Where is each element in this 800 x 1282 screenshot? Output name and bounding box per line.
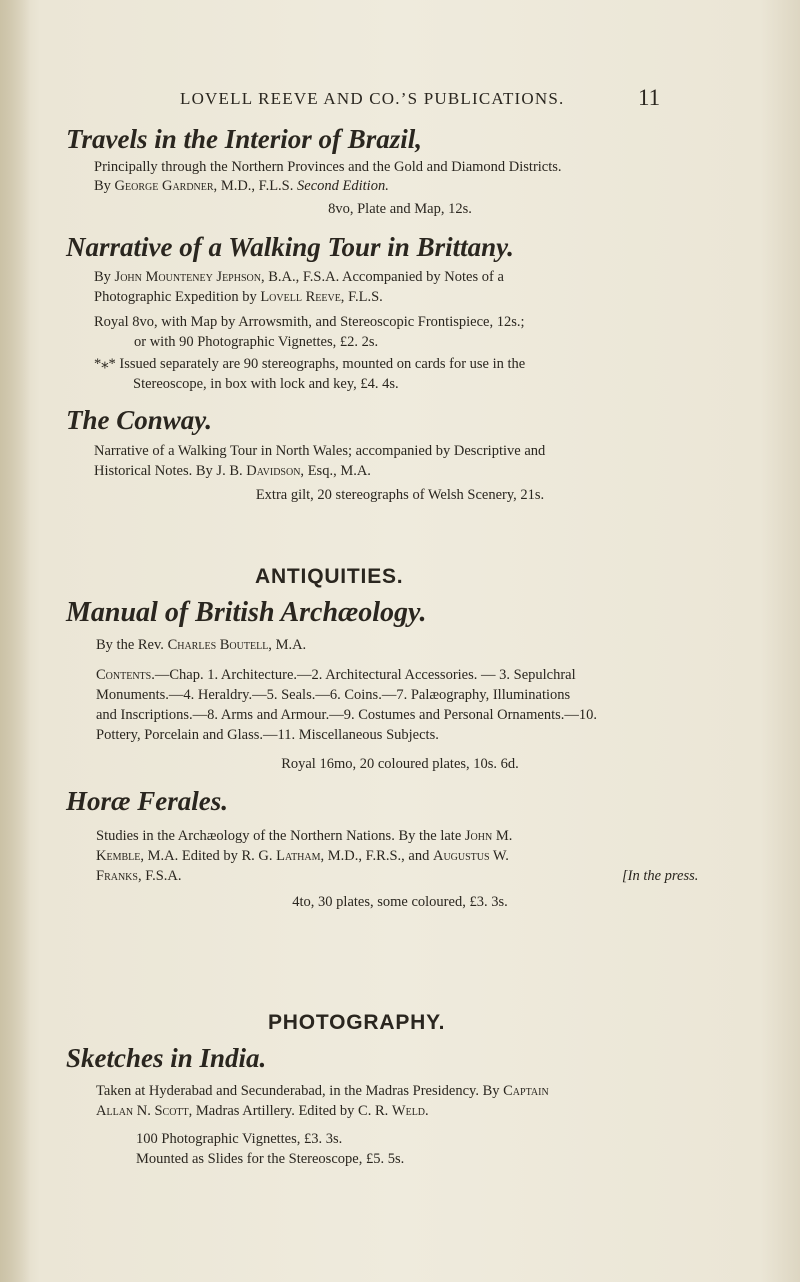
conway-line2 — [94, 463, 371, 480]
brittany-details1: Royal 8vo, with Map by Arrowsmith, and Stereoscopic Frontispiece, 12s.; — [94, 314, 525, 330]
conway-author: Davidson, — [246, 463, 305, 479]
entry-title-sketches-india: Sketches in India. — [66, 1043, 267, 1073]
brazil-details: 8vo, Plate and Map, 12s. — [328, 201, 472, 217]
entry-title-conway: The Conway. — [66, 405, 213, 435]
page-number: 11 — [638, 85, 661, 110]
brittany-author-rest: B.A., F.S.A. Accompanied by Notes of a — [268, 269, 504, 285]
brittany-note-text: Issued separately are 90 stereographs, mounted on cards for use in the — [119, 356, 526, 372]
brittany-author: John Mounteney Jephson, — [114, 269, 265, 285]
horae-coeditor-credentials: F.S.A. — [145, 868, 182, 884]
brittany-photographer-rest: F.L.S. — [348, 289, 383, 305]
running-title: LOVELL REEVE AND CO.’S PUBLICATIONS. — [180, 89, 565, 108]
entry-title-archaeology: Manual of British Archæology. — [66, 597, 427, 628]
running-header — [0, 85, 800, 115]
horae-editor-credentials: M.D., F.R.S., and — [327, 848, 430, 864]
brazil-author: George Gardner, — [114, 178, 218, 194]
brazil-subtitle: Principally through the Northern Provinces and the Gold and Diamond Districts. — [94, 159, 562, 175]
horae-line2 — [96, 848, 509, 865]
brittany-note1 — [94, 356, 525, 373]
brazil-edition: Second Edition. — [297, 178, 389, 194]
archaeology-by: By the Rev. — [96, 637, 164, 653]
brittany-photo-prefix: Photographic Expedition by — [94, 289, 257, 305]
archaeology-details: Royal 16mo, 20 coloured plates, 10s. 6d. — [281, 756, 519, 772]
section-heading-antiquities: ANTIQUITIES. — [255, 565, 404, 588]
archaeology-author: Charles Boutell, — [167, 637, 272, 653]
india-line1 — [96, 1083, 549, 1100]
horae-editor: Latham, — [276, 848, 325, 864]
india-editor: Weld. — [391, 1103, 429, 1119]
horae-edited-by: M.A. Edited by R. G. — [147, 848, 273, 864]
horae-coeditor-surname: Franks, — [96, 868, 142, 884]
horae-author-first: John M. — [464, 828, 513, 844]
horae-line1-text: Studies in the Archæology of the Northern Nations. By the late — [96, 828, 462, 844]
brittany-note2: Stereoscope, in box with lock and key, £4. 4s. — [133, 376, 399, 392]
brittany-details2: or with 90 Photographic Vignettes, £2. 2s. — [134, 334, 379, 350]
note-asterism: *⁎* — [94, 356, 116, 372]
india-line1-text: Taken at Hyderabad and Secunderabad, in the Madras Presidency. By — [96, 1083, 500, 1099]
entry-title-brazil: Travels in the Interior of Brazil, — [66, 124, 423, 154]
conway-details: Extra gilt, 20 stereographs of Welsh Scenery, 21s. — [255, 487, 545, 503]
brittany-by: By — [94, 269, 111, 285]
brazil-by: By — [94, 178, 111, 194]
conway-line1: Narrative of a Walking Tour in North Wales; accompanied by Descriptive and — [94, 443, 546, 459]
horae-coeditor-first: Augustus W. — [432, 848, 509, 864]
conway-notes-prefix: Historical Notes. By J. B. — [94, 463, 243, 479]
india-line2 — [96, 1103, 429, 1120]
india-author-rank: Captain — [503, 1083, 549, 1099]
horae-press-status: [In the press. — [622, 868, 699, 884]
india-author: Allan N. Scott, — [96, 1103, 193, 1119]
contents-label: Contents. — [96, 667, 155, 683]
archaeology-contents2: Monuments.—4. Heraldry.—5. Seals.—6. Coins.—7. Palæography, Illuminations — [96, 687, 571, 703]
archaeology-contents3: and Inscriptions.—8. Arms and Armour.—9. Costumes and Personal Ornaments.—10. — [96, 707, 598, 723]
horae-line3 — [96, 868, 182, 885]
brittany-author-line — [94, 269, 504, 286]
archaeology-contents1 — [96, 667, 576, 684]
entry-title-brittany: Narrative of a Walking Tour in Brittany. — [66, 232, 514, 262]
brazil-author-line — [94, 178, 389, 195]
india-edited-by: Madras Artillery. Edited by C. R. — [195, 1103, 389, 1119]
brazil-credentials: M.D., F.L.S. — [220, 178, 294, 194]
brittany-line2 — [94, 289, 383, 306]
horae-line1 — [96, 828, 512, 845]
entry-title-horae-ferales: Horæ Ferales. — [66, 786, 228, 816]
india-details1: 100 Photographic Vignettes, £3. 3s. — [136, 1131, 343, 1147]
page-gutter-shadow — [0, 0, 30, 1282]
contents-text1: —Chap. 1. Architecture.—2. Architectural Accessories. — 3. Sepulchral — [154, 667, 576, 683]
section-heading-photography: PHOTOGRAPHY. — [268, 1011, 446, 1034]
brittany-photographer: Lovell Reeve, — [260, 289, 345, 305]
archaeology-author-rest: M.A. — [275, 637, 307, 653]
conway-author-rest: Esq., M.A. — [307, 463, 371, 479]
india-details2: Mounted as Slides for the Stereoscope, £5. 5s. — [136, 1151, 405, 1167]
horae-author-surname: Kemble, — [96, 848, 144, 864]
archaeology-contents4: Pottery, Porcelain and Glass.—11. Miscellaneous Subjects. — [96, 727, 439, 743]
horae-details: 4to, 30 plates, some coloured, £3. 3s. — [292, 894, 508, 910]
archaeology-author-line — [96, 637, 306, 654]
